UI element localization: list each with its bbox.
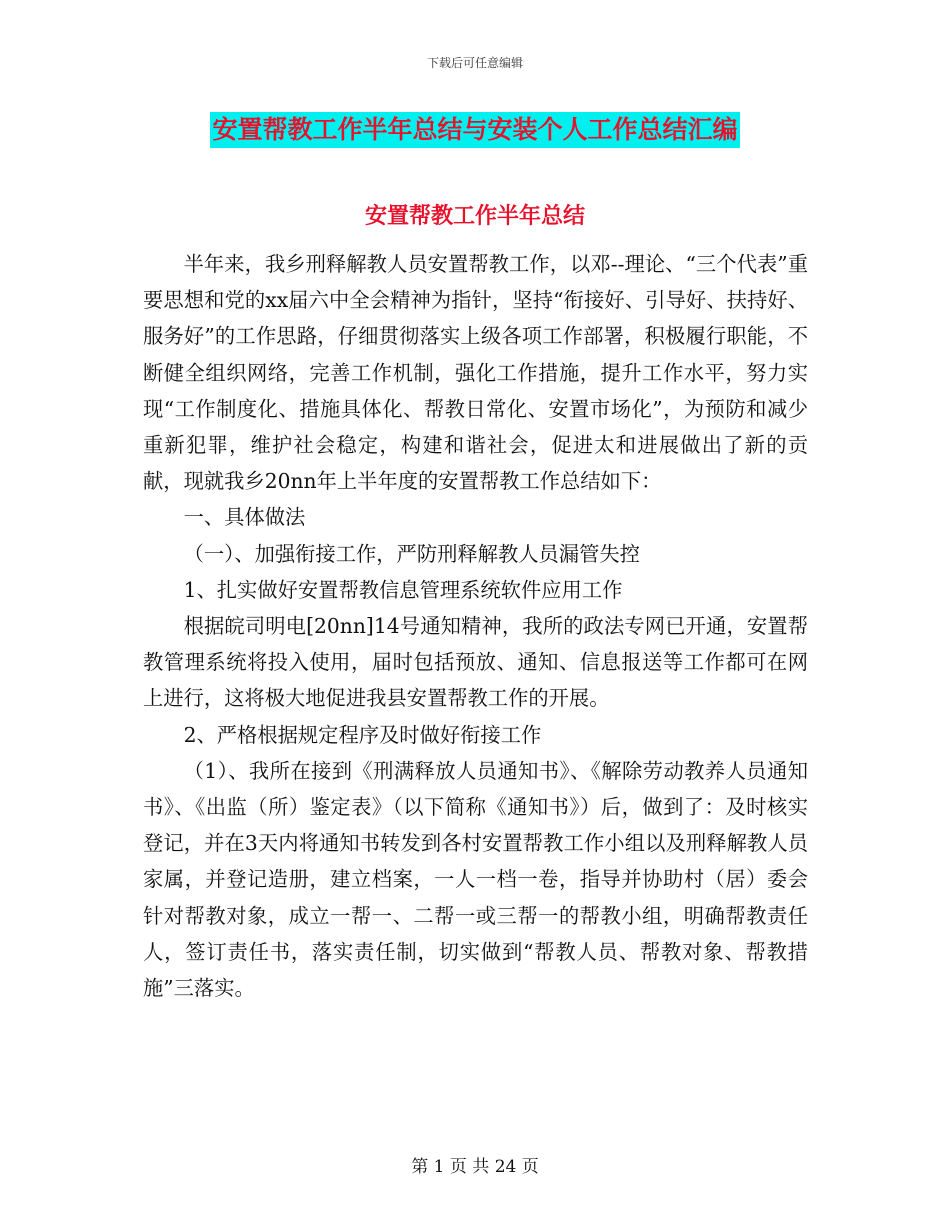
paragraph: （1）、我所在接到《刑满释放人员通知书》、《解除劳动教养人员通知书》、《出监（所）鉴定表》（以下简称《通知书》）后，做到了：及时核实登记，并在3天内将通知书转发到各村安置帮教工作小组以及刑释解教人员家属，并登记造册，建立档案，一人一档一卷，指导并协助村（居）委会针对帮教对象，成立一帮一、二帮一或三帮一的帮教小组，明确帮教责任人，签订责任书，落实责任制，切实做到“帮教人员、帮教对象、帮教措施”三落实。	[143, 758, 808, 1001]
main-title-wrap	[0, 112, 950, 148]
main-title: 安置帮教工作半年总结与安装个人工作总结汇编	[210, 112, 739, 148]
section-title: 安置帮教工作半年总结	[364, 204, 585, 229]
body-text	[143, 246, 808, 1006]
paragraph: 半年来，我乡刑释解教人员安置帮教工作，以邓--理论、“三个代表”重要思想和党的xx届六中全会精神为指针，坚持“衔接好、引导好、扶持好、服务好”的工作思路，仔细贯彻落实上级各项工作部署，积极履行职能，不断健全组织网络，完善工作机制，强化工作措施，提升工作水平，努力实现“工作制度化、措施具体化、帮教日常化、安置市场化”，为预防和减少重新犯罪，维护社会稳定，构建和谐社会，促进太和进展做出了新的贡献，现就我乡20nn年上半年度的安置帮教工作总结如下：	[143, 252, 808, 494]
paragraph: 一、具体做法	[183, 505, 306, 530]
paragraph: 2、严格根据规定程序及时做好衔接工作	[183, 722, 542, 747]
page-footer: 第 1 页 共 24 页	[411, 1157, 539, 1177]
paragraph: 1、扎实做好安置帮教信息管理系统软件应用工作	[183, 577, 623, 602]
header-note: 下载后可任意编辑	[426, 56, 523, 70]
paragraph: （一）、加强衔接工作，严防刑释解教人员漏管失控	[183, 541, 640, 566]
paragraph: 根据皖司明电[20nn]14号通知精神，我所的政法专网已开通，安置帮教管理系统将投入使用，届时包括预放、通知、信息报送等工作都可在网上进行，这将极大地促进我县安置帮教工作的开展。	[143, 614, 808, 711]
